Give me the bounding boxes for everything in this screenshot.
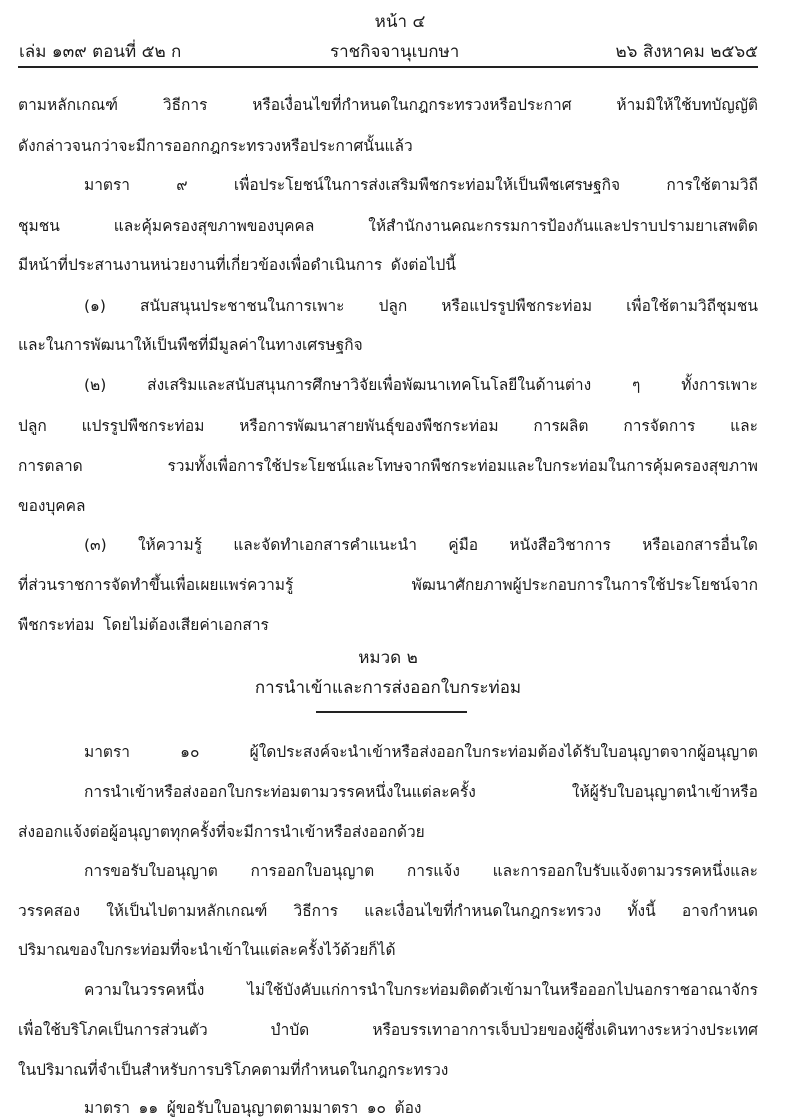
text-segment: ส่งออกแจ้งต่อผู้อนุญาตทุกครั้งที่จะมีการนำเข้าหรือส่งออกด้วย: [18, 823, 425, 841]
text-segment: พืชกระท่อม: [18, 616, 95, 634]
text-line: [84, 983, 758, 999]
chapter-number: หมวด ๒: [358, 648, 418, 668]
text-segment: คู่มือ: [448, 536, 479, 554]
text-line: [84, 299, 758, 315]
text-segment: การใช้ตามวิถี: [666, 176, 758, 194]
text-line: [18, 825, 425, 841]
text-segment: เพื่อใช้บริโภคเป็นการส่วนตัว: [18, 1021, 208, 1039]
text-segment: ให้เป็นไปตามหลักเกณฑ์: [106, 902, 268, 920]
text-segment: (๒): [84, 376, 107, 394]
text-segment: การออกใบอนุญาต: [250, 862, 375, 880]
text-segment: ๑๐: [180, 743, 200, 761]
text-line: [18, 459, 758, 475]
text-segment: วิธีการ: [293, 902, 339, 920]
volume-issue: เล่ม ๑๓๙ ตอนที่ ๕๒ ก: [19, 42, 182, 62]
text-line: [18, 338, 363, 354]
text-segment: ผู้ขอรับใบอนุญาตตามมาตรา: [166, 1099, 359, 1117]
text-segment: ต้อง: [394, 1099, 422, 1117]
text-segment: บำบัด: [270, 1021, 310, 1039]
text-segment: การนำเข้าหรือส่งออกใบกระท่อมตามวรรคหนึ่งในแต่ละครั้ง: [84, 783, 476, 801]
text-line: [84, 378, 758, 394]
text-segment: มาตรา: [84, 743, 131, 761]
text-segment: ให้สำนักงานคณะกรรมการป้องกันและปราบปรามยาเสพติด: [368, 217, 758, 235]
text-segment: วิธีการ: [162, 96, 208, 114]
text-line: [18, 618, 269, 634]
text-line: [18, 904, 758, 920]
text-line: [18, 1063, 448, 1079]
text-line: [84, 745, 758, 761]
text-segment: ตามหลักเกณฑ์: [18, 96, 119, 114]
text-segment: วรรคสอง: [18, 902, 81, 920]
text-segment: ๙: [176, 176, 188, 194]
text-line: [18, 578, 758, 594]
text-segment: ส่งเสริมและสนับสนุนการศึกษาวิจัยเพื่อพัฒนาเทคโนโลยีในด้านต่าง: [147, 376, 592, 394]
text-segment: การขอรับใบอนุญาต: [84, 862, 218, 880]
text-segment: โดยไม่ต้องเสียค่าเอกสาร: [103, 616, 269, 634]
text-segment: หรือบรรเทาอาการเจ็บป่วยของผู้ซึ่งเดินทางระหว่างประเทศ: [372, 1021, 758, 1039]
text-segment: การจัดการ: [623, 417, 696, 435]
text-segment: เพื่อประโยชน์ในการส่งเสริมพืชกระท่อมให้เป็นพืชเศรษฐกิจ: [233, 176, 621, 194]
text-segment: ของบุคคล: [18, 497, 86, 515]
text-segment: ๆ: [632, 376, 641, 394]
text-segment: พัฒนาศักยภาพผู้ประกอบการในการใช้ประโยชน์จาก: [411, 576, 758, 594]
text-line: [18, 499, 86, 515]
text-segment: ห้ามมิให้ใช้บทบัญญัติ: [616, 96, 758, 114]
text-segment: ๑๑: [138, 1099, 159, 1117]
text-segment: ไม่ใช้บังคับแก่การนำใบกระท่อมติดตัวเข้ามาในหรือออกไปนอกราชอาณาจักร: [247, 981, 758, 999]
page-number: หน้า ๔: [374, 12, 426, 32]
text-segment: มาตรา: [84, 1099, 131, 1117]
text-line: [18, 943, 396, 959]
text-segment: ปลูก: [378, 297, 408, 315]
text-line: [84, 785, 758, 801]
text-segment: มาตรา: [84, 176, 131, 194]
text-segment: (๓): [84, 536, 107, 554]
text-segment: การตลาด: [18, 457, 83, 475]
text-segment: ๑๐: [366, 1099, 387, 1117]
header-rule: [18, 66, 758, 68]
text-segment: เพื่อใช้ตามวิถีชุมชน: [626, 297, 758, 315]
text-segment: และ: [730, 417, 758, 435]
text-segment: และจัดทำเอกสารคำแนะนำ: [233, 536, 417, 554]
text-segment: อาจกำหนด: [681, 902, 758, 920]
text-line: [84, 864, 758, 880]
text-line: [18, 258, 456, 274]
text-segment: หรือเงื่อนไขที่กำหนดในกฎกระทรวงหรือประกาศ: [252, 96, 572, 114]
text-segment: หรือแปรรูปพืชกระท่อม: [441, 297, 593, 315]
text-segment: ในปริมาณที่จำเป็นสำหรับการบริโภคตามที่กำหนดในกฎกระทรวง: [18, 1061, 449, 1079]
text-segment: รวมทั้งเพื่อการใช้ประโยชน์และโทษจากพืชกระท่อมและใบกระท่อมในการคุ้มครองสุขภาพ: [167, 457, 758, 475]
text-line: [18, 98, 758, 114]
text-segment: (๑): [84, 297, 106, 315]
text-line: [18, 419, 758, 435]
text-segment: แปรรูปพืชกระท่อม: [81, 417, 205, 435]
text-segment: ให้ความรู้: [137, 536, 203, 554]
text-line: [18, 139, 413, 155]
text-segment: และเงื่อนไขที่กำหนดในกฎกระทรวง: [364, 902, 602, 920]
text-line: [84, 1101, 421, 1117]
text-segment: และคุ้มครองสุขภาพของบุคคล: [113, 217, 315, 235]
publication-name: ราชกิจจานุเบกษา: [330, 42, 460, 62]
text-segment: ดังต่อไปนี้: [390, 256, 456, 274]
text-line: [18, 219, 758, 235]
chapter-rule: [316, 711, 467, 713]
text-segment: การผลิต: [533, 417, 589, 435]
text-line: [84, 178, 758, 194]
text-segment: หนังสือวิชาการ: [509, 536, 611, 554]
text-segment: และในการพัฒนาให้เป็นพืชที่มีมูลค่าในทางเศรษฐกิจ: [18, 336, 363, 354]
chapter-title: การนำเข้าและการส่งออกใบกระท่อม: [254, 678, 522, 698]
text-segment: ความในวรรคหนึ่ง: [84, 981, 205, 999]
text-segment: ผู้ใดประสงค์จะนำเข้าหรือส่งออกใบกระท่อมต้องได้รับใบอนุญาตจากผู้อนุญาต: [249, 743, 758, 761]
text-segment: ปริมาณของใบกระท่อมที่จะนำเข้าในแต่ละครั้งไว้ด้วยก็ได้: [18, 941, 396, 959]
text-segment: ดังกล่าวจนกว่าจะมีการออกกฎกระทรวงหรือประกาศนั้นแล้ว: [18, 137, 413, 155]
text-line: [84, 538, 758, 554]
text-segment: ปลูก: [18, 417, 47, 435]
text-segment: และการออกใบรับแจ้งตามวรรคหนึ่งและ: [492, 862, 758, 880]
text-segment: การแจ้ง: [406, 862, 460, 880]
text-segment: หรือการพัฒนาสายพันธุ์ของพืชกระท่อม: [239, 417, 499, 435]
text-line: [18, 1023, 758, 1039]
publication-date: ๒๖ สิงหาคม ๒๕๖๕: [615, 42, 758, 62]
text-segment: สนับสนุนประชาชนในการเพาะ: [140, 297, 345, 315]
text-segment: ชุมชน: [18, 217, 60, 235]
text-segment: มีหน้าที่ประสานงานหน่วยงานที่เกี่ยวข้องเพื่อดำเนินการ: [18, 256, 383, 274]
text-segment: ที่ส่วนราชการจัดทำขึ้นเพื่อเผยแพร่ความรู้: [18, 576, 294, 594]
text-segment: ให้ผู้รับใบอนุญาตนำเข้าหรือ: [571, 783, 758, 801]
text-segment: หรือเอกสารอื่นใด: [642, 536, 758, 554]
text-segment: ทั้งนี้: [627, 902, 656, 920]
text-segment: ทั้งการเพาะ: [681, 376, 758, 394]
